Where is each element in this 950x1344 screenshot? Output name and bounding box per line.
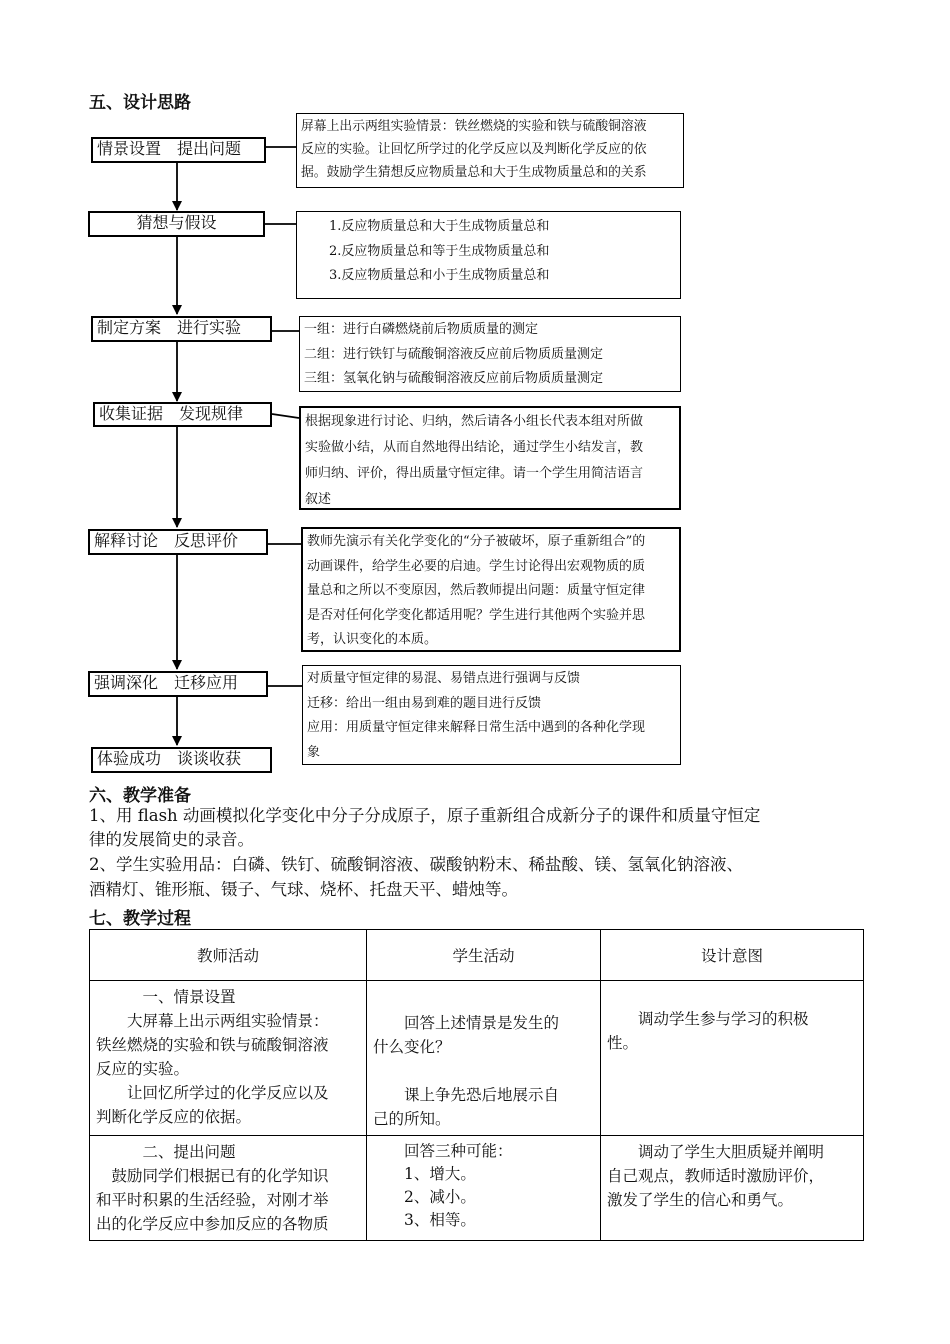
header-student-activity: 学生活动 [367, 930, 601, 981]
desc-line: 考，认识变化的本质。 [307, 632, 438, 647]
teacher-activity-cell [90, 1136, 367, 1241]
cell-line: 让回忆所学过的化学反应以及 [127, 1084, 329, 1102]
design-intent-cell [601, 981, 864, 1136]
cell-line: 2、减小。 [404, 1188, 476, 1206]
desc-line: 量总和之所以不变原因，然后教师提出问题：质量守恒定律 [307, 583, 646, 598]
preparation-line-2: 律的发展简史的录音。 [89, 830, 254, 849]
cell-line: 回答三种可能： [404, 1142, 513, 1160]
preparation-line-3: 2、学生实验用品：白磷、铁钉、硫酸铜溶液、碳酸钠粉末、稀盐酸、镁、氢氧化钠溶液、 [89, 855, 743, 874]
flow-desc-evidence [299, 406, 681, 510]
preparation-line-4: 酒精灯、锥形瓶、镊子、气球、烧杯、托盘天平、蜡烛等。 [89, 880, 518, 899]
cell-line: 1、增大。 [404, 1165, 476, 1183]
desc-line: 应用：用质量守恒定律来解释日常生活中遇到的各种化学现 [307, 720, 646, 735]
table-row [90, 1136, 864, 1241]
desc-line: 实验做小结，从而自然地得出结论，通过学生小结发言，教 [305, 440, 644, 455]
flow-desc-discussion [301, 527, 681, 652]
flow-step-success: 体验成功 谈谈收获 [91, 747, 272, 773]
flow-desc-experiment [299, 316, 681, 392]
cell-spacer [373, 1059, 594, 1083]
teacher-activity-cell [90, 981, 367, 1136]
desc-line: 屏幕上出示两组实验情景：铁丝燃烧的实验和铁与硫酸铜溶液 [301, 119, 647, 134]
desc-line: 对质量守恒定律的易混、易错点进行强调与反馈 [307, 671, 581, 686]
desc-line: 一组：进行白磷燃烧前后物质质量的测定 [304, 322, 539, 337]
header-teacher-activity: 教师活动 [90, 930, 367, 981]
cell-line: 铁丝燃烧的实验和铁与硫酸铜溶液 [96, 1036, 329, 1054]
desc-line: 迁移：给出一组由易到难的题目进行反馈 [307, 695, 542, 711]
header-design-intent: 设计意图 [601, 930, 864, 981]
teaching-process-table [89, 929, 864, 1241]
cell-line: 一、情景设置 [142, 988, 236, 1006]
flow-step-application: 强调深化 迁移应用 [88, 671, 268, 697]
desc-line: 动画课件，给学生必要的启迪。学生讨论得出宏观物质的质 [307, 558, 646, 574]
desc-line: 象 [307, 744, 321, 760]
student-activity-cell [367, 1136, 601, 1241]
cell-line: 调动学生参与学习的积极 [638, 1010, 809, 1028]
preparation-line-1: 1、用 flash 动画模拟化学变化中分子分成原子，原子重新组合成新分子的课件和质量守恒定 [89, 806, 761, 825]
cell-line: 性。 [607, 1034, 639, 1052]
flow-step-scenario: 情景设置 提出问题 [91, 137, 266, 163]
desc-line: 反应的实验。让回忆所学过的化学反应以及判断化学反应的依 [301, 142, 647, 157]
cell-line: 和平时积累的生活经验，对刚才举 [96, 1191, 329, 1209]
desc-line: 教师先演示有关化学变化的“分子被破坏，原子重新组合”的 [307, 534, 646, 549]
cell-line: 3、相等。 [404, 1211, 476, 1229]
table-row [90, 981, 864, 1136]
section-title-process: 七、教学过程 [89, 909, 191, 929]
desc-line: 1.反应物质量总和大于生成物质量总和 [329, 219, 550, 234]
student-activity-cell [367, 981, 601, 1136]
table-header-row [90, 930, 864, 981]
desc-line: 叙述 [305, 492, 332, 507]
flow-step-discussion: 解释讨论 反思评价 [88, 529, 268, 555]
cell-line: 激发了学生的信心和勇气。 [607, 1191, 794, 1209]
desc-line: 二组：进行铁钉与硫酸铜溶液反应前后物质质量测定 [304, 346, 604, 362]
cell-line: 回答上述情景是发生的 [404, 1014, 560, 1032]
flow-step-hypothesis: 猜想与假设 [88, 211, 265, 237]
desc-line: 据。鼓励学生猜想反应物质量总和大于生成物质量总和的关系 [301, 165, 647, 180]
desc-line: 师归纳、评价，得出质量守恒定律。请一个学生用简洁语言 [305, 466, 644, 481]
desc-line: 根据现象进行讨论、归纳，然后请各小组长代表本组对所做 [305, 414, 644, 429]
cell-line: 出的化学反应中参加反应的各物质 [96, 1215, 329, 1233]
cell-line: 鼓励同学们根据已有的化学知识 [111, 1167, 329, 1185]
cell-line: 什么变化？ [373, 1038, 451, 1056]
flow-desc-application [302, 665, 681, 765]
cell-line: 自己观点，教师适时激励评价， [607, 1167, 825, 1185]
desc-line: 3.反应物质量总和小于生成物质量总和 [329, 268, 550, 283]
desc-line: 是否对任何化学变化都适用呢？学生进行其他两个实验并思 [307, 607, 646, 623]
flow-step-evidence: 收集证据 发现规律 [93, 402, 272, 427]
cell-line: 大屏幕上出示两组实验情景： [127, 1012, 329, 1030]
cell-line: 课上争先恐后地展示自 [404, 1086, 560, 1104]
cell-line: 己的所知。 [373, 1110, 451, 1128]
connector-4 [272, 414, 299, 418]
flow-desc-scenario [296, 113, 684, 188]
design-intent-cell [601, 1136, 864, 1241]
desc-line: 三组：氢氧化钠与硫酸铜溶液反应前后物质质量测定 [304, 371, 604, 386]
cell-line: 调动了学生大胆质疑并阐明 [638, 1143, 825, 1161]
cell-line: 二、提出问题 [142, 1143, 236, 1161]
flow-step-experiment: 制定方案 进行实验 [91, 316, 272, 342]
cell-line: 判断化学反应的依据。 [96, 1108, 252, 1126]
desc-line: 2.反应物质量总和等于生成物质量总和 [329, 243, 550, 259]
section-title-preparation: 六、教学准备 [89, 786, 191, 806]
flow-desc-hypothesis [296, 211, 681, 299]
section-title-design: 五、设计思路 [89, 93, 191, 113]
cell-line: 反应的实验。 [96, 1060, 190, 1078]
